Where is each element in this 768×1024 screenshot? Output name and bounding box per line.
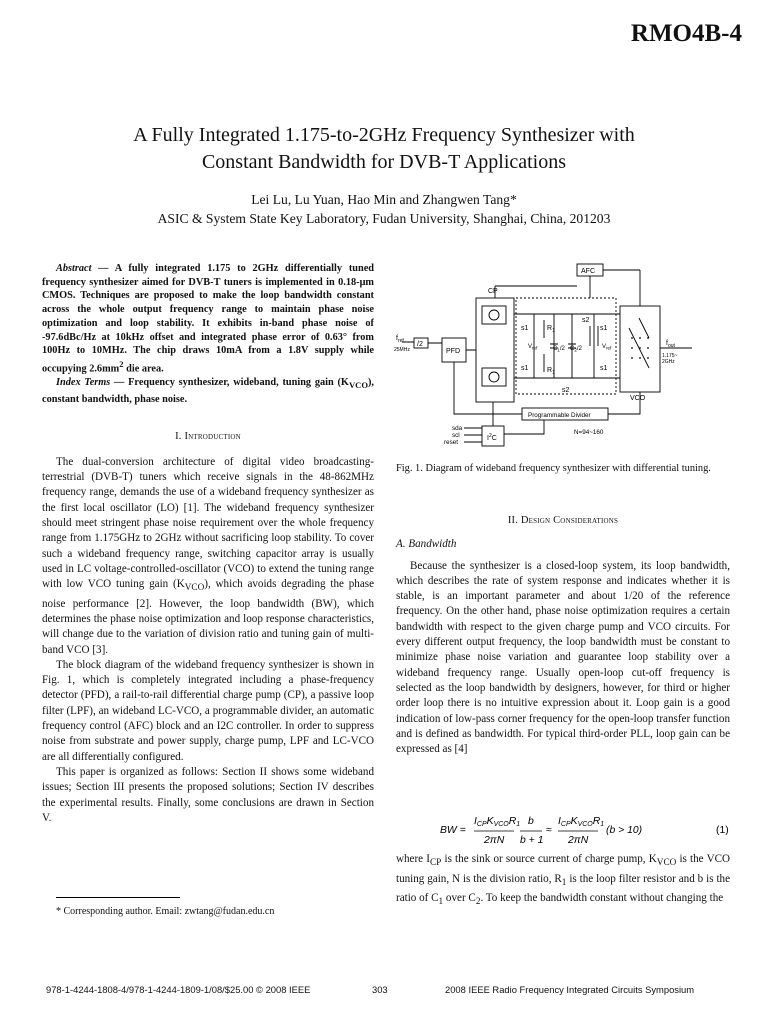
fig-label-s2-top: s2	[582, 317, 590, 324]
abstract	[42, 262, 374, 376]
abstract-text: A fully integrated 1.175 to 2GHz differentially tuned frequency synthesizer aimed for DVB-T tuners is implemented in 0.18-μm CMOS. Techniques are proposed to make the loop bandwidth constant across the whole output frequency range to maintain phase noise optimization and loop stability. It exhibits in-band phase noise of -97.6dBc/Hz at 10kHz offset and integrated phase error of 0.63° from 100Hz to 10MHz. The chip draws 10mA from a 1.8V supply while occupying 2.6mm	[42, 263, 375, 375]
fig-label-vref-left: $V_{ref}$	[528, 344, 538, 351]
fig-label-fref-freq: 25MHz	[394, 347, 410, 353]
eq-approx: ≈	[546, 825, 552, 836]
eq-number: (1)	[716, 825, 729, 836]
equation-1	[440, 814, 734, 846]
p2-sub3: 1	[561, 877, 567, 888]
p2-sub1: CP	[429, 858, 442, 869]
p2-pre: where I	[396, 853, 430, 865]
fig-label-s1-top-right: s1	[600, 325, 608, 332]
index-sub: VCO	[348, 380, 368, 391]
footer-page-number: 303	[372, 984, 388, 995]
fig-label-fout-range-2: 2GHz	[662, 359, 675, 365]
affiliation: ASIC & System State Key Laboratory, Fudan University, Shanghai, China, 201203	[157, 211, 611, 226]
subsection-heading-bandwidth: A. Bandwidth	[396, 538, 457, 551]
title-line-1: A Fully Integrated 1.175-to-2GHz Frequency Synthesizer with	[133, 124, 635, 146]
index-text: Frequency synthesizer, wideband, tuning gain (K	[124, 377, 349, 389]
fig-label-s1-top-left: s1	[521, 325, 529, 332]
p2-c: is the loop filter resistor and b is the ratio of C	[396, 872, 730, 905]
p2-e: . To keep the bandwidth constant without changing the	[480, 892, 724, 905]
section-heading-design-considerations: II. Design Considerations	[507, 515, 619, 526]
fig-label-n-range: N=94~160	[574, 429, 604, 436]
fig-label-s2-bottom: s2	[562, 387, 570, 394]
abstract-sup: 2	[119, 358, 124, 369]
fig-label-fout-range-1: 1.175~	[662, 353, 678, 359]
index-terms	[42, 376, 374, 406]
fig-label-vref-right: $V_{ref}$	[602, 344, 612, 351]
p2-sub4: 1	[438, 897, 444, 908]
fig-label-scl: scl	[452, 432, 460, 439]
footnote-rule	[56, 897, 180, 898]
section-heading-introduction: I. Introduction	[175, 430, 241, 442]
right-column	[396, 513, 730, 757]
authors: Lei Lu, Lu Yuan, Hao Min and Zhangwen Tang*	[251, 192, 517, 207]
eq-numerator-2: b	[528, 816, 534, 827]
fig-label-afc: AFC	[581, 268, 595, 275]
figure-1-block-diagram	[394, 258, 730, 458]
fig-label-c1: $C_1/2$	[553, 346, 565, 353]
fig-label-div2: /2	[417, 341, 423, 348]
bandwidth-paragraph-2	[396, 852, 730, 911]
fig-label-r1-bottom: $R_1$	[547, 367, 555, 376]
eq-condition: (b > 10)	[606, 825, 643, 836]
abstract-label: Abstract —	[56, 263, 109, 274]
fig-label-cp: CP	[488, 288, 498, 295]
p2-a: is the sink or source current of charge pump, K	[441, 853, 657, 865]
footer-isbn: 978-1-4244-1808-4/978-1-4244-1809-1/08/$25.00 © 2008 IEEE	[46, 984, 311, 995]
p2-sub5: 2	[475, 897, 481, 908]
intro-paragraph-2: The block diagram of the wideband frequency synthesizer is shown in Fig. 1, which is completely integrated including a phase-frequency detector (PFD), a rail-to-rail differential charge pump (CP), a passive loop filter (LPF), an wideband LC-VCO, a programmable divider, an automatic frequency control (AFC) block and an I2C controller. In order to suppress noise from substrate and power supply, charge pump, LPF and LC-VCO are all differentially configured.	[42, 658, 374, 763]
fig-label-s1-bottom-right: s1	[600, 365, 608, 372]
fig-label-r1-top: $R_1$	[547, 325, 555, 334]
intro-p1-b: ), which avoids degrading the phase noise performance [2]. However, the loop bandwidth (BW), which determines the phase noise optimization and loop response characteristics, will change due to the variation of division ratio and tuning gain of multi-band VCO [3].	[42, 578, 374, 656]
p2-sub2: VCO	[656, 858, 677, 869]
fig-label-vco: VCO	[630, 395, 646, 402]
paper-title	[60, 122, 708, 176]
left-column	[42, 262, 374, 826]
fig-label-programmable-divider: Programmable Divider	[528, 412, 591, 419]
fig-label-pfd: PFD	[446, 348, 460, 355]
fig-label-i2c: $I^2C$	[487, 433, 497, 442]
footer-venue: 2008 IEEE Radio Frequency Integrated Circuits Symposium	[445, 984, 695, 995]
intro-paragraph-3: This paper is organized as follows: Section II shows some wideband issues; Section III presents the proposed solutions; Section IV describes the experimental results. Finally, some conclusions are drawn in Section V.	[42, 765, 374, 824]
intro-paragraph-1	[42, 455, 374, 658]
paper-id: RMO4B-4	[630, 20, 742, 47]
eq-lhs: BW =	[440, 825, 466, 836]
p2-b: is the VCO tuning gain, N is the division ratio, R	[396, 853, 730, 885]
title-line-2: Constant Bandwidth for DVB-T Applications	[201, 151, 567, 173]
intro-p1-sub: VCO	[184, 583, 205, 594]
author-block	[40, 190, 728, 228]
footnote: * Corresponding author. Email: zwtang@fudan.edu.cn	[56, 906, 275, 917]
fig-label-sda: sda	[452, 425, 463, 432]
fig-label-fref: $f_{ref}$	[396, 335, 404, 344]
fig-label-reset: reset	[444, 439, 458, 446]
fig-label-s1-bottom-left: s1	[521, 365, 529, 372]
eq-denominator-3: 2πN	[568, 835, 589, 846]
figure-1-caption: Fig. 1. Diagram of wideband frequency synthesizer with differential tuning.	[396, 463, 711, 474]
eq-denominator-1: 2πN	[484, 835, 505, 846]
eq-denominator-2: b + 1	[520, 835, 544, 846]
fig-label-fout: $f_{out}$	[666, 340, 675, 349]
p2-d: over C	[443, 892, 476, 905]
fig-label-c2: $C_2/2$	[570, 346, 582, 353]
eq-numerator-1: ICPKVCOR1	[474, 816, 521, 828]
index-terms-label: Index Terms —	[56, 377, 125, 389]
intro-p1-a: The dual-conversion architecture of digital video broadcasting-terrestrial (DVB-T) tuners which receive signals in the 48-862MHz frequency range, demands the use of a wideband frequency synthesizer as the first local oscillator (LO) [1]. The wideband frequency synthesizer should meet stringent phase noise requirement over the whole frequency range from 1.175GHz to 2GHz without sacrificing loop stability. To cover such a wideband frequency range, switching capacitor array is usually used in LC voltage-controlled-oscillator (VCO) to extend the tuning range with low VCO tuning gain (K	[42, 455, 374, 591]
index-end: ), constant bandwidth, phase noise.	[42, 377, 375, 405]
abstract-end: die area.	[123, 363, 164, 375]
eq-numerator-3: ICPKVCOR1	[558, 816, 605, 828]
bandwidth-paragraph-1: Because the synthesizer is a closed-loop system, its loop bandwidth, which describes the rate of system response and indicates whether it is stable, is an important parameter and about 1/20 of the reference frequency. On the other hand, phase noise optimization requires a certain bandwidth with respect to the given charge pump and VCO circuits. For every different output frequency, the loop bandwidth must be constant to minimize phase noise variation and guarantee loop stability over a wideband frequency range. Usually open-loop cut-off frequency is selected as the loop bandwidth by designers, however, for third or higher order loop there is no intuitive expression about it. Loop gain is a good indication of low-pass corner frequency for the open-loop transfer function and is defined as bandwidth. For typical third-order PLL, loop gain can be expressed as [4]	[396, 559, 730, 756]
bandwidth-paragraph-2-block	[396, 852, 730, 911]
